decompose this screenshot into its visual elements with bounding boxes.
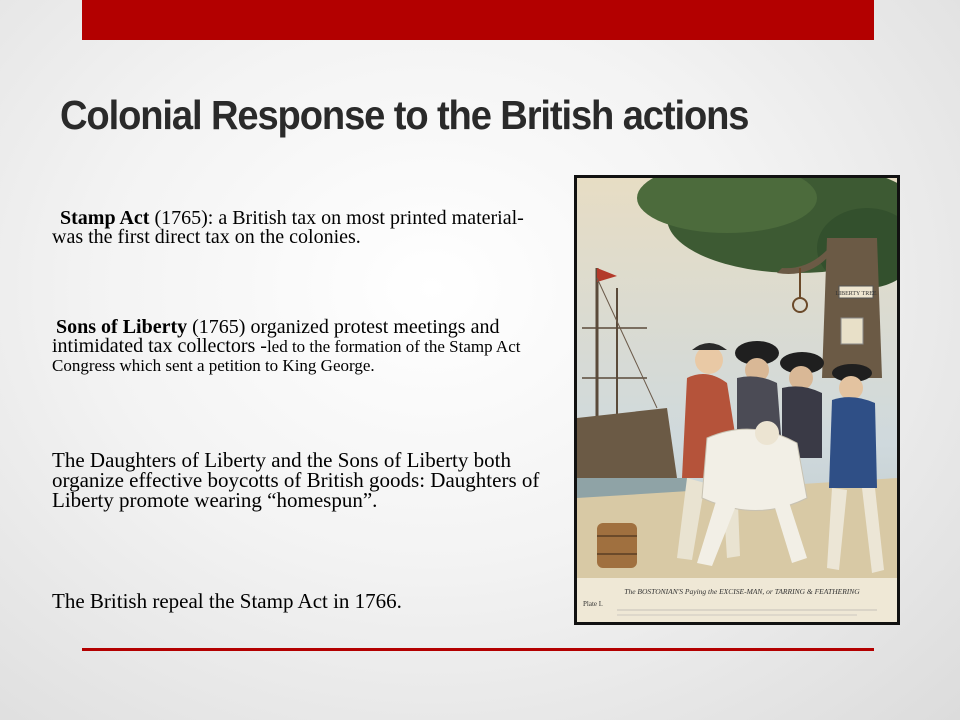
stamp-act-description: (1765): a British tax on most printed material- was the first direct tax on the colonies. (52, 207, 524, 248)
stamp-act-term: Stamp Act (60, 207, 150, 229)
sons-of-liberty-description: (1765) organized protest meetings and intimidated tax collectors - (52, 316, 500, 357)
slide-title: Colonial Response to the British actions (60, 92, 749, 138)
sons-of-liberty-paragraph (52, 318, 552, 375)
top-accent-bar (82, 0, 874, 40)
tarring-feathering-illustration (574, 175, 900, 625)
sons-of-liberty-term: Sons of Liberty (56, 316, 188, 338)
illustration-caption: The BOSTONIAN'S Paying the EXCISE-MAN, or TARRING & FEATHERING (624, 587, 860, 596)
illustration-drawing (577, 178, 897, 622)
repeal-paragraph: The British repeal the Stamp Act in 1766. (52, 589, 402, 613)
plate-label: Plate I. (583, 600, 603, 608)
stamp-act-congress-note: led to the formation of the Stamp Act Congress which sent a petition to King George. (52, 337, 521, 375)
bottom-accent-line (82, 648, 874, 651)
daughters-of-liberty-paragraph: The Daughters of Liberty and the Sons of Liberty both organize effective boycotts of British goods: Daughters of Liberty promote wearing “homespun”. (52, 448, 540, 512)
stamp-act-paragraph (52, 209, 552, 247)
liberty-tree-sign: LIBERTY TREE (835, 291, 877, 297)
